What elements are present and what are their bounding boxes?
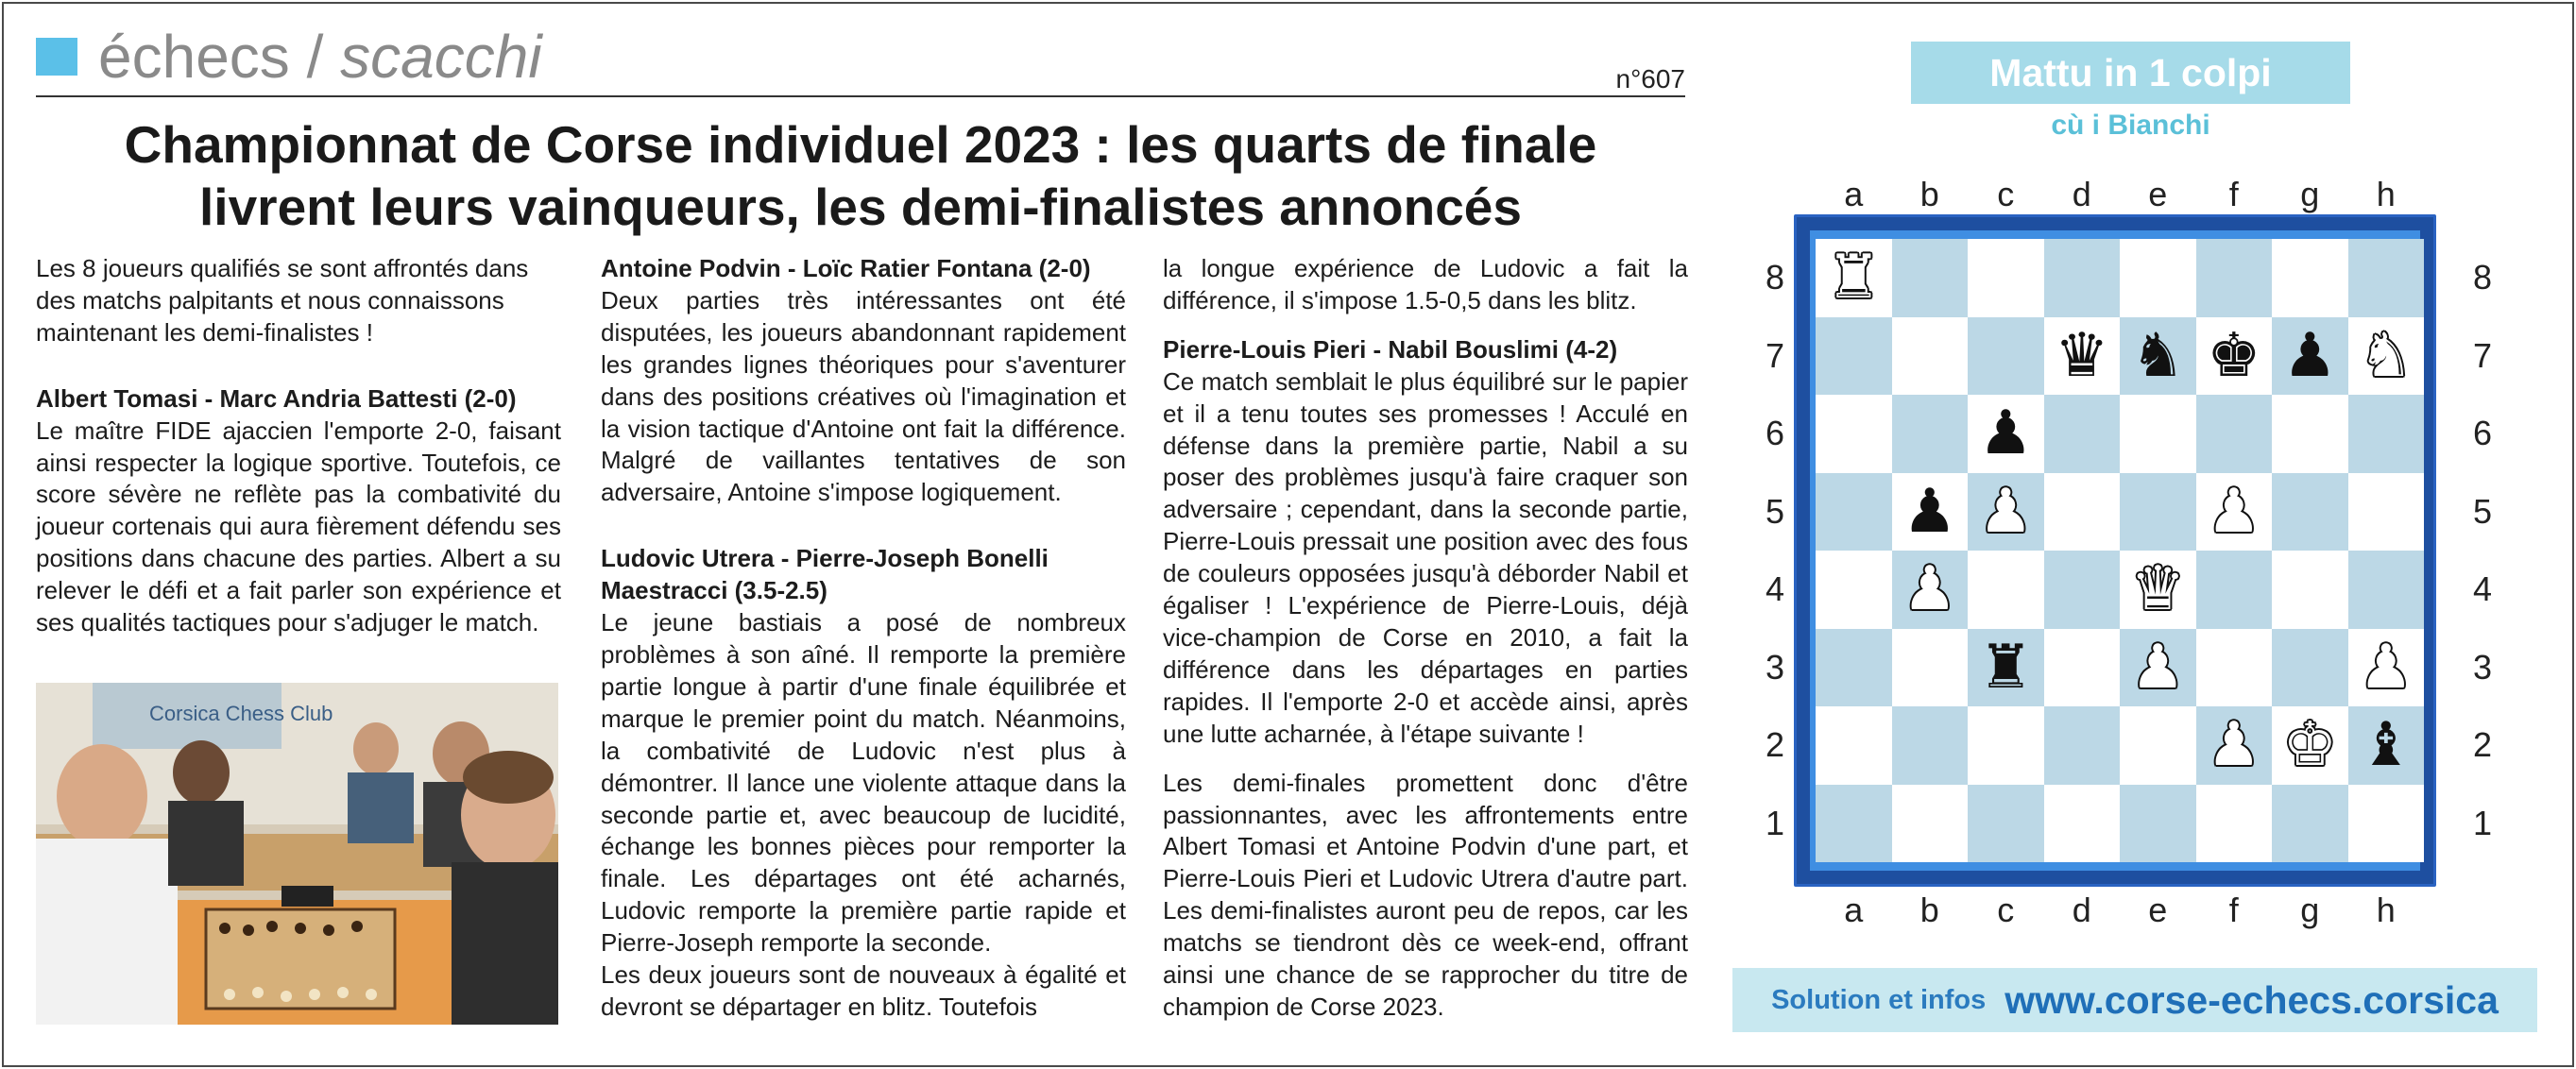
square-h2 [2348, 706, 2425, 785]
black-king-f7: ♚ [2207, 320, 2261, 391]
match3-text-end: la longue expérience de Ludovic a fait la différence, il s'impose 1.5-0,5 dans les blitz. [1163, 254, 1688, 314]
square-d4 [2044, 551, 2121, 629]
photo-illustration [36, 683, 558, 1025]
square-e3 [2120, 629, 2196, 707]
square-a2 [1816, 706, 1892, 785]
white-queen-e4: ♛ [2130, 554, 2185, 625]
square-g1 [2272, 785, 2348, 863]
square-e5 [2120, 473, 2196, 551]
rank-label-left-1: 1 [1765, 803, 1785, 842]
square-c2 [1968, 706, 2044, 785]
square-c5 [1968, 473, 2044, 551]
white-pawn-c5: ♟ [1978, 476, 2033, 547]
square-a8 [1816, 239, 1892, 317]
rank-label-right-2: 2 [2472, 725, 2493, 765]
square-a6 [1816, 395, 1892, 473]
rank-label-left-7: 7 [1765, 335, 1785, 375]
black-knight-e7: ♞ [2130, 320, 2185, 391]
square-a5 [1816, 473, 1892, 551]
square-c1 [1968, 785, 2044, 863]
square-e1 [2120, 785, 2196, 863]
puzzle-subtitle: cù i Bianchi [2051, 110, 2210, 141]
square-d7 [2044, 317, 2121, 396]
black-queen-d7: ♛ [2055, 320, 2109, 391]
article-column-1 [36, 253, 561, 639]
match2-text: Deux parties très intéressantes ont été disputées, les joueurs abandonnant rapidement les grandes lignes théoriques pour s'aventurer dans des positions créatives où l'imagination et la vision tactique d'Antoine ont fait la différence. Malgré de vaillantes tentatives de son adversaire, Antoine s'impose logiquement. [601, 285, 1126, 507]
square-d5 [2044, 473, 2121, 551]
square-b1 [1892, 785, 1969, 863]
square-e8 [2120, 239, 2196, 317]
square-b6 [1892, 395, 1969, 473]
file-label-top-b: b [1919, 175, 1939, 213]
rank-label-right-5: 5 [2472, 491, 2493, 531]
black-pawn-g7: ♟ [2282, 320, 2337, 391]
square-h5 [2348, 473, 2425, 551]
square-d3 [2044, 629, 2121, 707]
square-d1 [2044, 785, 2121, 863]
file-label-top-f: f [2228, 175, 2239, 213]
square-e6 [2120, 395, 2196, 473]
black-bishop-h2: ♝ [2359, 710, 2414, 781]
paragraph-gap [1163, 317, 1688, 334]
square-b4 [1892, 551, 1969, 629]
square-c6 [1968, 395, 2044, 473]
square-c7 [1968, 317, 2044, 396]
square-b5 [1892, 473, 1969, 551]
intro-paragraph: Les 8 joueurs qualifiés se sont affrontés dans des matchs palpitants et nous connaissons maintenant les demi-finalistes ! [36, 254, 529, 347]
square-f7 [2196, 317, 2273, 396]
square-g6 [2272, 395, 2348, 473]
square-a7 [1816, 317, 1892, 396]
section-title [98, 19, 542, 94]
website-link[interactable]: www.corse-echecs.corsica [2005, 977, 2499, 1022]
square-d6 [2044, 395, 2121, 473]
square-b2 [1892, 706, 1969, 785]
white-knight-h7: ♞ [2359, 320, 2414, 391]
match4-text: Ce match semblait le plus équilibré sur le papier et il a tenu toutes ses promesses ! Acculé en défense dans la première partie, Nabil a su poser des problèmes jusqu'à faire craquer son adversaire ; cependant, dans la seconde partie, Pierre-Louis pressait une position avec des fous de couleurs opposées jusqu'à déborder Nabil et égaliser ! L'expérience de Pierre-Louis, déjà vice-champion de Corse en 2010, a fait la différence dans les départages en parties rapides. Il l'emporte 2-0 et accède ainsi, après une lutte acharnée, à l'étape suivante ! [1163, 366, 1688, 748]
rank-label-right-1: 1 [2472, 803, 2493, 842]
header-rule [36, 95, 1685, 97]
rank-label-right-4: 4 [2472, 569, 2493, 609]
white-pawn-e3: ♟ [2130, 632, 2185, 703]
paragraph-gap [1163, 751, 1688, 768]
section-title-fr: échecs / [98, 23, 324, 91]
square-f4 [2196, 551, 2273, 629]
black-rook-c3: ♜ [1978, 632, 2033, 703]
file-label-bottom-b: b [1919, 891, 1939, 929]
square-h7 [2348, 317, 2425, 396]
square-a1 [1816, 785, 1892, 863]
square-d2 [2044, 706, 2121, 785]
file-label-bottom-e: e [2148, 891, 2168, 929]
square-e2 [2120, 706, 2196, 785]
rank-label-right-8: 8 [2472, 258, 2493, 297]
rank-label-right-7: 7 [2472, 335, 2493, 375]
file-label-top-h: h [2376, 175, 2396, 213]
square-b3 [1892, 629, 1969, 707]
square-h4 [2348, 551, 2425, 629]
match1-text: Le maître FIDE ajaccien l'emporte 2-0, faisant ainsi respecter la logique sportive. Toutefois, ce score sévère ne reflète pas la combativité du joueur cortenais qui aura fièrement défendu ses positions dans chacune des parties. Albert a su relever le défi et a fait parler son expérience et ses qualités tactiques pour s'adjuger le match. [36, 416, 561, 637]
match4-title: Pierre-Louis Pieri - Nabil Bouslimi (4-2) [1163, 334, 1618, 364]
square-f5 [2196, 473, 2273, 551]
rank-label-left-2: 2 [1765, 725, 1785, 765]
white-pawn-f5: ♟ [2207, 476, 2261, 547]
square-f3 [2196, 629, 2273, 707]
article-headline [36, 113, 1685, 238]
square-b8 [1892, 239, 1969, 317]
white-pawn-f2: ♟ [2207, 710, 2261, 781]
players-photo [36, 683, 558, 1025]
file-label-top-d: d [2072, 175, 2091, 213]
file-label-bottom-f: f [2228, 891, 2239, 929]
white-pawn-b4: ♟ [1902, 554, 1957, 625]
file-label-top-c: c [1997, 175, 2015, 213]
rank-label-right-3: 3 [2472, 647, 2493, 687]
paragraph-gap [36, 349, 561, 383]
square-d8 [2044, 239, 2121, 317]
file-label-top-e: e [2148, 175, 2168, 213]
square-e7 [2120, 317, 2196, 396]
square-a3 [1816, 629, 1892, 707]
square-g7 [2272, 317, 2348, 396]
square-c3 [1968, 629, 2044, 707]
article-column-3 [1163, 253, 1688, 1024]
square-b7 [1892, 317, 1969, 396]
chess-board [1816, 239, 2424, 862]
square-f6 [2196, 395, 2273, 473]
headline-line-1: Championnat de Corse individuel 2023 : les quarts de finale [124, 115, 1597, 174]
headline-line-2: livrent leurs vainqueurs, les demi-finalistes annoncés [199, 178, 1522, 236]
rank-label-right-6: 6 [2472, 414, 2493, 453]
rank-label-left-4: 4 [1765, 569, 1785, 609]
match1-title: Albert Tomasi - Marc Andria Battesti (2-0) [36, 383, 517, 413]
square-f8 [2196, 239, 2273, 317]
black-pawn-b5: ♟ [1902, 476, 1957, 547]
white-king-g2: ♚ [2282, 710, 2337, 781]
square-g4 [2272, 551, 2348, 629]
square-h3 [2348, 629, 2425, 707]
black-pawn-c6: ♟ [1978, 399, 2033, 469]
file-label-top-g: g [2300, 175, 2320, 213]
square-c8 [1968, 239, 2044, 317]
file-label-bottom-a: a [1844, 891, 1864, 929]
match3-text-continued: Les deux joueurs sont de nouveaux à égalité et devront se départager en blitz. Toutefois [601, 960, 1126, 1021]
match2-title: Antoine Podvin - Loïc Ratier Fontana (2-0) [601, 254, 1091, 282]
photo-banner-text: Corsica Chess Club [149, 702, 333, 725]
file-label-bottom-c: c [1997, 891, 2015, 929]
section-marker-square [36, 38, 77, 76]
section-title-co: scacchi [340, 23, 542, 91]
rank-label-left-6: 6 [1765, 414, 1785, 453]
file-label-bottom-h: h [2376, 891, 2396, 929]
file-label-top-a: a [1844, 175, 1864, 213]
square-g2 [2272, 706, 2348, 785]
file-label-bottom-d: d [2072, 891, 2091, 929]
solution-label: Solution et infos [1771, 984, 1987, 1015]
white-pawn-h3: ♟ [2359, 632, 2414, 703]
square-f2 [2196, 706, 2273, 785]
rank-label-left-5: 5 [1765, 491, 1785, 531]
square-e4 [2120, 551, 2196, 629]
square-c4 [1968, 551, 2044, 629]
square-f1 [2196, 785, 2273, 863]
file-label-bottom-g: g [2300, 891, 2320, 929]
square-h6 [2348, 395, 2425, 473]
paragraph-gap [601, 509, 1126, 543]
match3-text: Le jeune bastiais a posé de nombreux problèmes à son aîné. Il remporte la première partie longue à partir d'une finale équilibrée et marque le premier point du match. Néanmoins, la combativité de Ludovic n'est plus à démontrer. Il lance une violente attaque dans la seconde partie et, avec beaucoup de lucidité, échange les bonnes pièces pour remporter la finale. Les départages ont été acharnés, Ludovic remporte la première partie rapide et Pierre-Joseph remporte la seconde. [601, 608, 1126, 958]
match3-title: Ludovic Utrera - Pierre-Joseph Bonelli Maestracci (3.5-2.5) [601, 544, 1049, 605]
issue-number: n°607 [1615, 64, 1685, 93]
white-rook-a8: ♜ [1826, 243, 1881, 314]
rank-label-left-3: 3 [1765, 647, 1785, 687]
solution-banner [1732, 968, 2537, 1032]
rank-label-left-8: 8 [1765, 258, 1785, 297]
square-h1 [2348, 785, 2425, 863]
square-a4 [1816, 551, 1892, 629]
article-column-2 [601, 253, 1126, 1024]
puzzle-title: Mattu in 1 colpi [1911, 42, 2350, 104]
square-g8 [2272, 239, 2348, 317]
square-h8 [2348, 239, 2425, 317]
square-g3 [2272, 629, 2348, 707]
conclusion-paragraph: Les demi-finales promettent donc d'être passionnantes, avec les affrontements entre Albert Tomasi et Antoine Podvin d'une part, et Pierre-Louis Pieri et Ludovic Utrera d'autre part. Les demi-finalistes auront peu de repos, car les matchs se tiendront dès ce week-end, offrant ainsi une chance de se rapprocher du titre de champion de Corse 2023. [1163, 768, 1688, 1021]
square-g5 [2272, 473, 2348, 551]
